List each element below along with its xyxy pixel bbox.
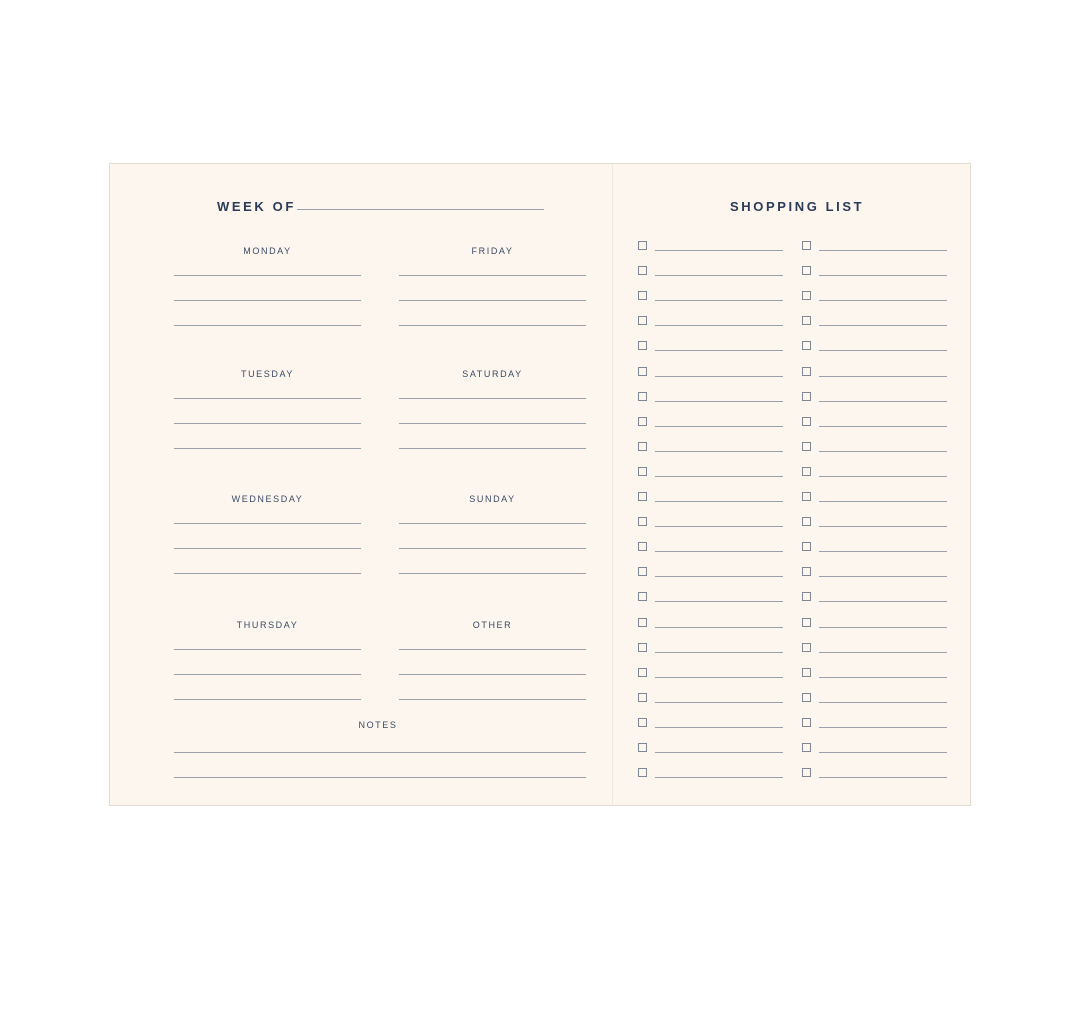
shopping-item-line[interactable]	[819, 376, 947, 377]
shopping-item-checkbox[interactable]	[802, 517, 811, 526]
shopping-item-checkbox[interactable]	[802, 542, 811, 551]
day-label: SUNDAY	[469, 494, 516, 504]
shopping-item-line[interactable]	[655, 476, 783, 477]
shopping-item-checkbox[interactable]	[638, 442, 647, 451]
day-entry-line[interactable]	[174, 423, 361, 424]
shopping-item-checkbox[interactable]	[638, 291, 647, 300]
shopping-item-checkbox[interactable]	[638, 668, 647, 677]
shopping-item-line[interactable]	[655, 777, 783, 778]
day-label: THURSDAY	[236, 620, 299, 630]
shopping-item-checkbox[interactable]	[802, 341, 811, 350]
day-label: FRIDAY	[471, 246, 514, 256]
shopping-item-checkbox[interactable]	[802, 241, 811, 250]
shopping-item-checkbox[interactable]	[638, 467, 647, 476]
shopping-item-line[interactable]	[655, 350, 783, 351]
shopping-item-line[interactable]	[655, 627, 783, 628]
day-entry-line[interactable]	[399, 699, 586, 700]
week-of-label: WEEK OF	[217, 199, 296, 214]
shopping-item-line[interactable]	[655, 601, 783, 602]
shopping-item-checkbox[interactable]	[638, 542, 647, 551]
shopping-item-line[interactable]	[655, 250, 783, 251]
shopping-item-checkbox[interactable]	[802, 592, 811, 601]
day-label: WEDNESDAY	[231, 494, 304, 504]
day-label: OTHER	[472, 620, 513, 630]
day-label: SATURDAY	[462, 369, 523, 379]
day-entry-line[interactable]	[174, 649, 361, 650]
day-entry-line[interactable]	[174, 448, 361, 449]
shopping-item-checkbox[interactable]	[638, 367, 647, 376]
shopping-item-checkbox[interactable]	[638, 417, 647, 426]
shopping-item-line[interactable]	[655, 752, 783, 753]
day-entry-line[interactable]	[399, 674, 586, 675]
shopping-item-line[interactable]	[655, 576, 783, 577]
shopping-item-line[interactable]	[655, 275, 783, 276]
day-entry-line[interactable]	[399, 398, 586, 399]
day-entry-line[interactable]	[399, 275, 586, 276]
shopping-item-line[interactable]	[819, 702, 947, 703]
shopping-item-checkbox[interactable]	[802, 668, 811, 677]
shopping-item-line[interactable]	[819, 426, 947, 427]
shopping-item-checkbox[interactable]	[802, 743, 811, 752]
notes-label: NOTES	[358, 720, 398, 730]
shopping-item-line[interactable]	[655, 677, 783, 678]
planner-page	[109, 163, 971, 806]
shopping-item-checkbox[interactable]	[802, 643, 811, 652]
shopping-item-line[interactable]	[819, 777, 947, 778]
shopping-item-line[interactable]	[655, 727, 783, 728]
shopping-item-line[interactable]	[655, 401, 783, 402]
day-entry-line[interactable]	[399, 573, 586, 574]
shopping-item-line[interactable]	[819, 300, 947, 301]
shopping-item-checkbox[interactable]	[802, 693, 811, 702]
shopping-item-checkbox[interactable]	[638, 567, 647, 576]
shopping-item-line[interactable]	[655, 652, 783, 653]
shopping-item-line[interactable]	[819, 601, 947, 602]
day-entry-line[interactable]	[399, 548, 586, 549]
shopping-item-checkbox[interactable]	[638, 643, 647, 652]
shopping-item-line[interactable]	[819, 476, 947, 477]
shopping-item-checkbox[interactable]	[802, 492, 811, 501]
shopping-item-checkbox[interactable]	[638, 341, 647, 350]
day-entry-line[interactable]	[399, 523, 586, 524]
day-entry-line[interactable]	[174, 523, 361, 524]
day-entry-line[interactable]	[174, 325, 361, 326]
day-entry-line[interactable]	[399, 423, 586, 424]
shopping-item-line[interactable]	[819, 501, 947, 502]
shopping-item-line[interactable]	[819, 350, 947, 351]
shopping-item-checkbox[interactable]	[802, 367, 811, 376]
shopping-item-checkbox[interactable]	[638, 618, 647, 627]
week-of-line[interactable]	[297, 209, 544, 210]
day-entry-line[interactable]	[174, 699, 361, 700]
shopping-item-line[interactable]	[655, 551, 783, 552]
shopping-item-line[interactable]	[819, 627, 947, 628]
shopping-item-checkbox[interactable]	[802, 467, 811, 476]
shopping-item-checkbox[interactable]	[802, 266, 811, 275]
shopping-item-checkbox[interactable]	[802, 768, 811, 777]
shopping-item-line[interactable]	[655, 325, 783, 326]
shopping-item-checkbox[interactable]	[802, 618, 811, 627]
shopping-item-line[interactable]	[655, 426, 783, 427]
shopping-item-line[interactable]	[655, 526, 783, 527]
shopping-item-line[interactable]	[819, 677, 947, 678]
notes-line[interactable]	[174, 752, 586, 753]
shopping-item-checkbox[interactable]	[802, 567, 811, 576]
shopping-item-checkbox[interactable]	[638, 768, 647, 777]
shopping-item-checkbox[interactable]	[638, 392, 647, 401]
shopping-item-checkbox[interactable]	[802, 718, 811, 727]
day-entry-line[interactable]	[399, 448, 586, 449]
page-gutter	[612, 164, 613, 805]
shopping-item-checkbox[interactable]	[638, 241, 647, 250]
shopping-item-line[interactable]	[819, 526, 947, 527]
day-label: MONDAY	[243, 246, 292, 256]
shopping-item-line[interactable]	[819, 325, 947, 326]
day-entry-line[interactable]	[174, 398, 361, 399]
shopping-item-line[interactable]	[819, 451, 947, 452]
shopping-item-checkbox[interactable]	[802, 392, 811, 401]
shopping-item-line[interactable]	[819, 576, 947, 577]
shopping-item-checkbox[interactable]	[802, 291, 811, 300]
shopping-item-checkbox[interactable]	[802, 442, 811, 451]
day-entry-line[interactable]	[174, 573, 361, 574]
shopping-item-line[interactable]	[655, 376, 783, 377]
day-entry-line[interactable]	[399, 325, 586, 326]
day-entry-line[interactable]	[174, 674, 361, 675]
shopping-item-line[interactable]	[819, 752, 947, 753]
shopping-item-checkbox[interactable]	[638, 517, 647, 526]
shopping-list-title: SHOPPING LIST	[730, 199, 865, 214]
day-entry-line[interactable]	[174, 300, 361, 301]
shopping-item-checkbox[interactable]	[638, 592, 647, 601]
notes-line[interactable]	[174, 777, 586, 778]
shopping-item-checkbox[interactable]	[638, 492, 647, 501]
shopping-item-checkbox[interactable]	[802, 417, 811, 426]
shopping-item-line[interactable]	[819, 551, 947, 552]
day-entry-line[interactable]	[399, 300, 586, 301]
shopping-item-line[interactable]	[655, 451, 783, 452]
shopping-item-checkbox[interactable]	[802, 316, 811, 325]
day-entry-line[interactable]	[399, 649, 586, 650]
shopping-item-line[interactable]	[655, 501, 783, 502]
shopping-item-line[interactable]	[655, 300, 783, 301]
shopping-item-line[interactable]	[819, 652, 947, 653]
shopping-item-line[interactable]	[819, 401, 947, 402]
shopping-item-checkbox[interactable]	[638, 266, 647, 275]
day-label: TUESDAY	[240, 369, 295, 379]
shopping-item-checkbox[interactable]	[638, 718, 647, 727]
day-entry-line[interactable]	[174, 548, 361, 549]
shopping-item-line[interactable]	[819, 275, 947, 276]
shopping-item-checkbox[interactable]	[638, 316, 647, 325]
shopping-item-line[interactable]	[819, 727, 947, 728]
shopping-item-line[interactable]	[819, 250, 947, 251]
shopping-item-checkbox[interactable]	[638, 693, 647, 702]
shopping-item-line[interactable]	[655, 702, 783, 703]
day-entry-line[interactable]	[174, 275, 361, 276]
shopping-item-checkbox[interactable]	[638, 743, 647, 752]
